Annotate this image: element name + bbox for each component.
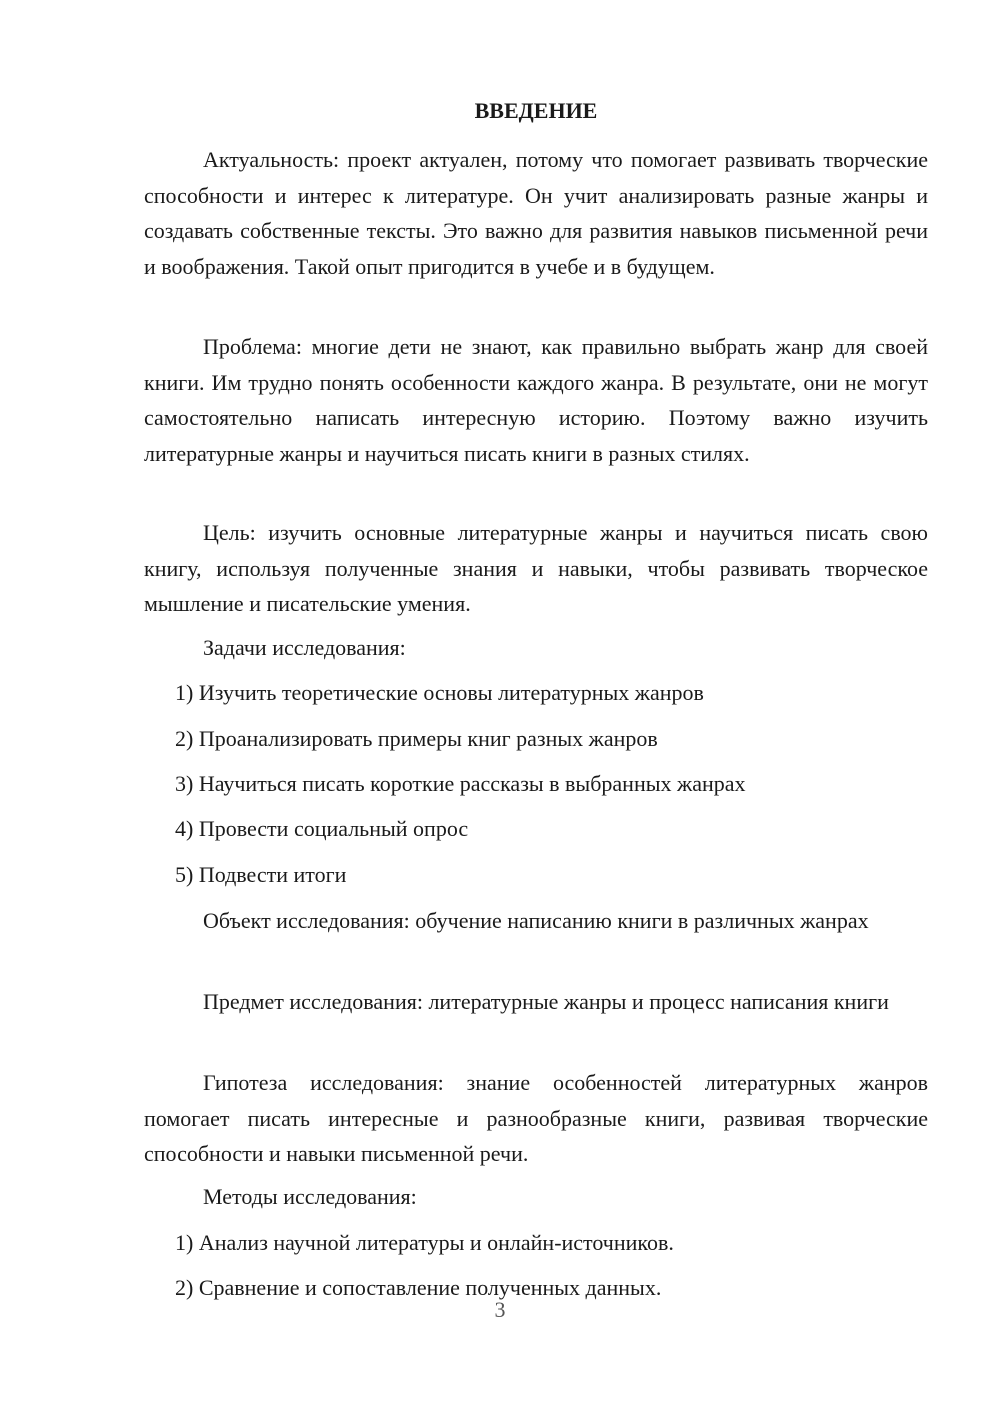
method-item: 1) Анализ научной литературы и онлайн-источников. bbox=[175, 1230, 674, 1255]
problem-paragraph: Проблема: многие дети не знают, как правильно выбрать жанр для своей книги. Им трудно понять особенности каждого жанра. В результате, они не могут самостоятельно написать интересную историю. Поэтому важно изучить литературные жанры и научиться писать книги в разных стилях. bbox=[144, 334, 928, 466]
relevance-paragraph: Актуальность: проект актуален, потому что помогает развивать творческие способности и интерес к литературе. Он учит анализировать разные жанры и создавать собственные тексты. Это важно для развития навыков письменной речи и воображения. Такой опыт пригодится в учебе и в будущем. bbox=[144, 147, 928, 279]
method-item: 2) Сравнение и сопоставление полученных данных. bbox=[175, 1275, 662, 1300]
tasks-heading: Задачи исследования: bbox=[203, 635, 406, 660]
task-item: 2) Проанализировать примеры книг разных жанров bbox=[175, 726, 658, 751]
object-paragraph: Объект исследования: обучение написанию книги в различных жанрах bbox=[203, 908, 869, 933]
task-item: 3) Научиться писать короткие рассказы в выбранных жанрах bbox=[175, 771, 746, 796]
task-item: 4) Провести социальный опрос bbox=[175, 816, 469, 841]
section-title: ВВЕДЕНИЕ bbox=[474, 98, 598, 123]
task-item: 1) Изучить теоретические основы литературных жанров bbox=[175, 680, 704, 705]
goal-paragraph: Цель: изучить основные литературные жанры и научиться писать свою книгу, используя полученные знания и навыки, чтобы развивать творческое мышление и писательские умения. bbox=[144, 520, 928, 616]
hypothesis-paragraph: Гипотеза исследования: знание особенностей литературных жанров помогает писать интересные и разнообразные книги, развивая творческие способности и навыки письменной речи. bbox=[144, 1070, 928, 1166]
task-item: 5) Подвести итоги bbox=[175, 862, 347, 887]
methods-heading: Методы исследования: bbox=[203, 1184, 417, 1209]
page-number: 3 bbox=[494, 1297, 506, 1322]
subject-paragraph: Предмет исследования: литературные жанры и процесс написания книги bbox=[203, 989, 889, 1014]
